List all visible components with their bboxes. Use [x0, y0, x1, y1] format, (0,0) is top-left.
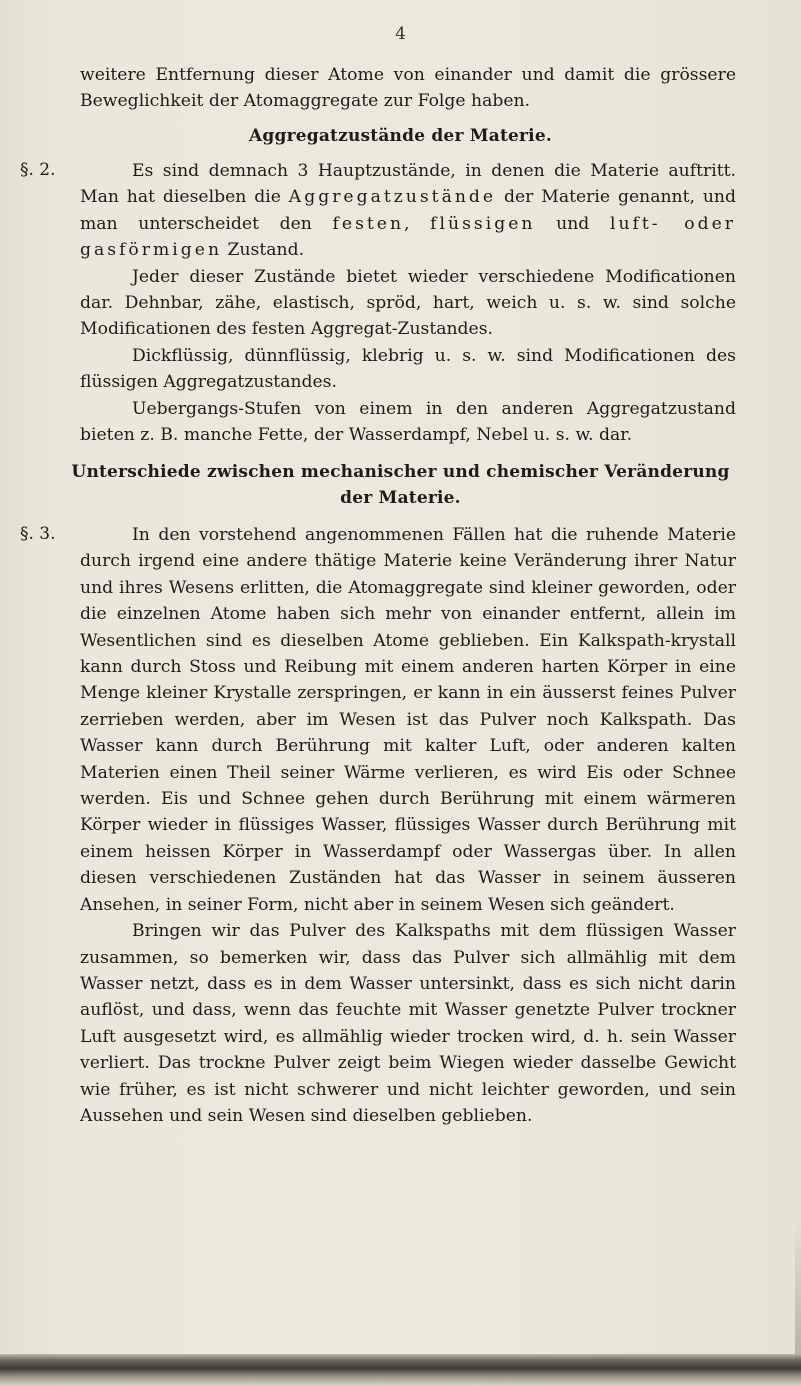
page-number: 4 — [395, 24, 406, 44]
term-luft-oder-gasfoermigen: luft- oder gasförmigen — [80, 213, 736, 261]
term-fluessigen: flüssigen — [430, 213, 536, 234]
section-2-mark: §. 2. — [20, 160, 56, 180]
scan-bottom-edge — [0, 1354, 801, 1386]
section-3-mark: §. 3. — [20, 524, 56, 544]
section-2-paragraph-3: Dickflüssig, dünnflüssig, klebrig u. s. w. sind Modificationen des flüssigen Aggregatzustandes. — [80, 345, 736, 393]
section-2-body — [80, 158, 736, 448]
intro-text: weitere Entfernung dieser Atome von einander und damit die grössere Beweglichkeit der Atomaggregate zur Folge haben. — [80, 65, 736, 112]
section-3-body — [80, 522, 736, 1129]
intro-paragraph — [80, 62, 736, 115]
section-2-p1-text-d: und — [535, 213, 610, 234]
section-3-heading-line-1: Unterschiede zwischen mechanischer und chemischer Veränderung — [71, 462, 730, 482]
section-2-p1-text-c: , — [404, 213, 431, 234]
term-aggregatzustaende: Aggregatzustände — [288, 187, 497, 208]
section-2-paragraph-4: Uebergangs-Stufen von einem in den anderen Aggregatzustand bieten z. B. manche Fette, der Wasserdampf, Nebel u. s. w. dar. — [80, 398, 736, 446]
section-2-paragraph-1 — [80, 158, 736, 264]
section-3-paragraph-2: Bringen wir das Pulver des Kalkspaths mit dem flüssigen Wasser zusammen, so bemerken wir, dass das Pulver sich allmählig mit dem Wasser netzt, dass es in dem Wasser untersinkt, dass es sich nicht darin auflöst, und dass, wenn das feuchte mit Wasser genetzte Pulver trockner Luft ausgesetzt wird, es allmählig wieder trocken wird, d. h. sein Wasser verliert. Das trockne Pulver zeigt beim Wiegen wieder dasselbe Gewicht wie früher, es ist nicht schwerer und nicht leichter geworden, und sein Aussehen und sein Wesen sind dieselben geblieben. — [80, 921, 736, 1126]
section-3-paragraph-1: In den vorstehend angenommenen Fällen hat die ruhende Materie durch irgend eine andere thätige Materie keine Veränderung ihrer Natur und ihres Wesens erlitten, die Atomaggregate sind kleiner geworden, oder die einzelnen Atome haben sich mehr von einander entfernt, allein im Wesentlichen sind es dieselben Atome geblieben. Ein Kalkspath-krystall kann durch Stoss und Reibung mit einem anderen harten Körper in eine Menge kleiner Krystalle zerspringen, er kann in ein äusserst feines Pulver zerrieben werden, aber im Wesen ist das Pulver noch Kalkspath. Das Wasser kann durch Berührung mit kalter Luft, oder anderen kalten Materien einen Theil seiner Wärme verlieren, es wird Eis oder Schnee werden. Eis und Schnee gehen durch Berührung mit einem wärmeren Körper wieder in flüssiges Wasser, flüssiges Wasser durch Berührung mit einem heissen Körper in Wasserdampf oder Wassergas über. In allen diesen verschiedenen Zuständen hat das Wasser in seinem äusseren Ansehen, in seiner Form, nicht aber in seinem Wesen sich geändert. — [80, 525, 736, 915]
section-2-heading: Aggregatzustände der Materie. — [249, 126, 552, 146]
section-2-p1-text-e: Zustand. — [222, 240, 305, 261]
section-3-heading-line-2: der Materie. — [340, 488, 461, 508]
section-2-p1-text-b: der Materie genannt, und man unterscheidet den — [80, 187, 736, 234]
page-edge-shadow — [795, 1220, 801, 1360]
section-2-paragraph-2: Jeder dieser Zustände bietet wieder verschiedene Modificationen dar. Dehnbar, zähe, elastisch, spröd, hart, weich u. s. w. sind solche Modificationen des festen Aggregat-Zustandes. — [80, 266, 736, 340]
term-festen: festen — [332, 213, 405, 234]
section-2-p1-text-a: Es sind demnach 3 Hauptzustände, in denen die Materie auftritt. Man hat dieselben die — [80, 161, 736, 208]
